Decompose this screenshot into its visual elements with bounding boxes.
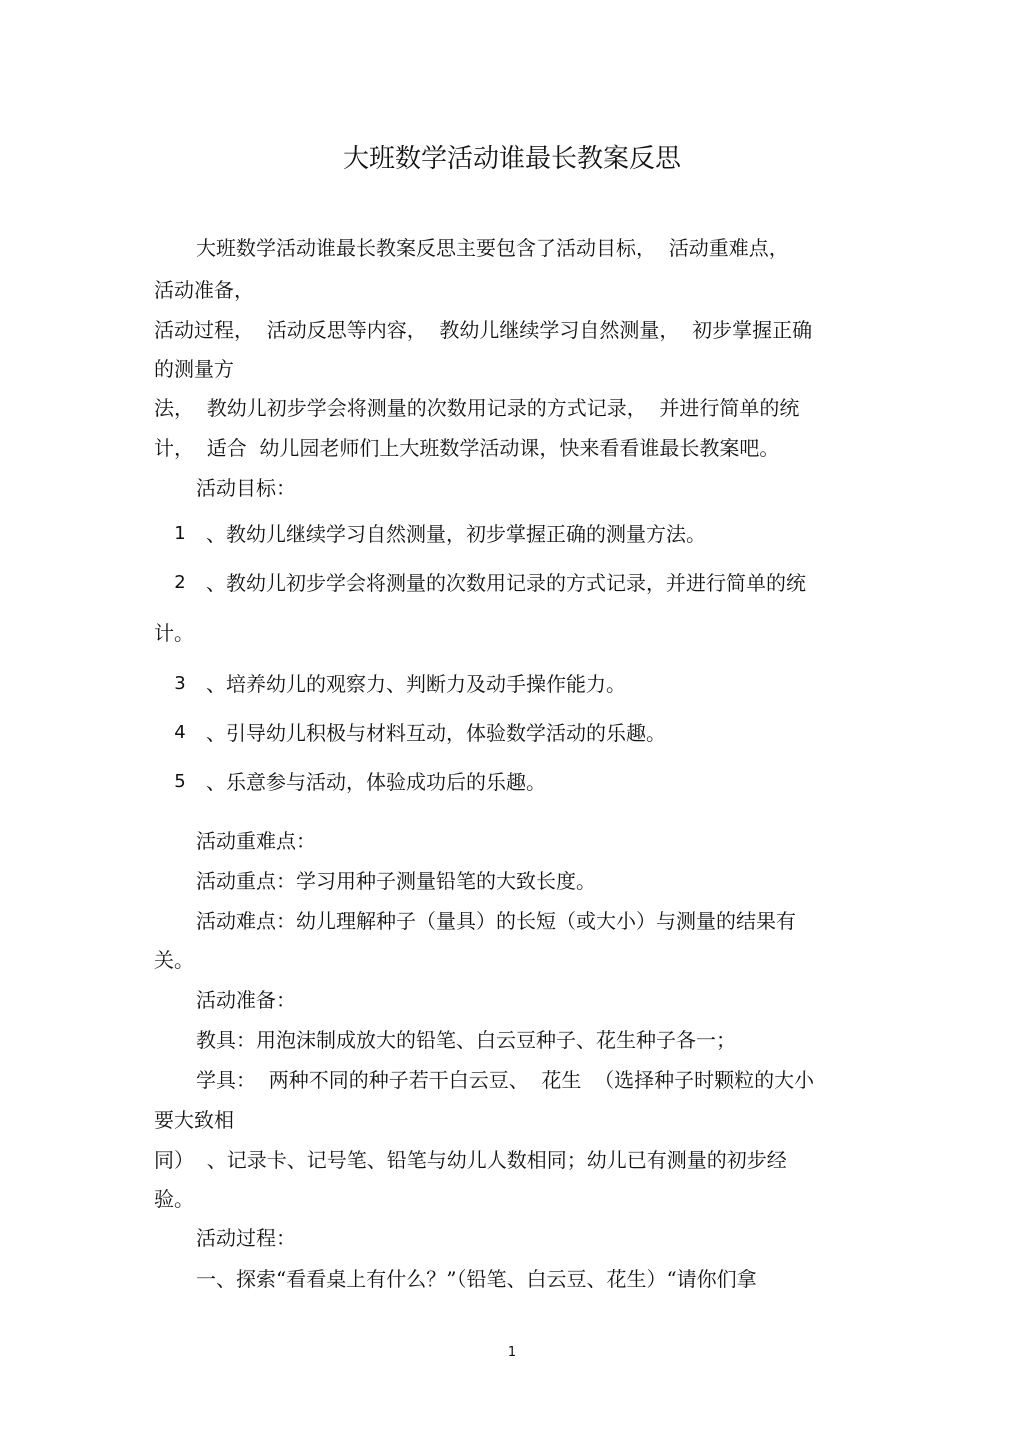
goal-item [0, 519, 1024, 549]
goal-text: 、教幼儿初步学会将测量的次数用记录的方式记录，并进行简单的统 [206, 571, 806, 595]
difficulty-heading: 活动重难点： [196, 829, 316, 853]
key-point: 活动重点：学习用种子测量铅笔的大致长度。 [196, 869, 596, 893]
student-materials: 学具： 两种不同的种子若干白云豆、 花生 （选择种子时颗粒的大小 [196, 1068, 815, 1092]
goals-heading: 活动目标： [196, 476, 296, 500]
preparation-heading: 活动准备： [196, 988, 296, 1012]
goal-item [0, 669, 1024, 699]
page-number: 1 [507, 1345, 517, 1360]
intro-line-6: 计， 适合 幼儿园老师们上大班数学活动课，快来看看谁最长教案吧。 [154, 436, 780, 460]
intro-line-5: 法， 教幼儿初步学会将测量的次数用记录的方式记录， 并进行简单的统 [154, 396, 800, 420]
teacher-materials: 教具：用泡沫制成放大的铅笔、白云豆种子、花生种子各一； [196, 1028, 736, 1052]
goal-number: 5 [174, 771, 186, 792]
goal-number: 4 [174, 722, 186, 743]
process-heading: 活动过程： [196, 1226, 296, 1250]
difficult-point-continued: 关。 [154, 948, 194, 972]
difficult-point: 活动难点：幼儿理解种子（量具）的长短（或大小）与测量的结果有 [196, 909, 796, 933]
process-step-1: 一、探索“看看桌上有什么？”（铅笔、白云豆、花生）“请你们拿 [196, 1267, 757, 1291]
goal-item [0, 767, 1024, 797]
goal-number: 2 [174, 572, 186, 593]
goal-number: 1 [174, 523, 186, 544]
goal-text: 、引导幼儿积极与材料互动，体验数学活动的乐趣。 [206, 721, 666, 745]
intro-line-1: 大班数学活动谁最长教案反思主要包含了活动目标， 活动重难点， [196, 236, 789, 260]
goal-2-continued: 计。 [154, 621, 194, 645]
intro-line-4: 的测量方 [154, 357, 234, 381]
goal-text: 、教幼儿继续学习自然测量，初步掌握正确的测量方法。 [206, 522, 706, 546]
document-title: 大班数学活动谁最长教案反思 [342, 144, 681, 174]
goal-item [0, 568, 1024, 598]
student-materials-cont-2: 同） 、记录卡、记号笔、铅笔与幼儿人数相同；幼儿已有测量的初步经 [154, 1148, 787, 1172]
intro-line-3: 活动过程， 活动反思等内容， 教幼儿继续学习自然测量， 初步掌握正确 [154, 318, 813, 342]
student-materials-cont-3: 验。 [154, 1187, 194, 1211]
goal-text: 、乐意参与活动，体验成功后的乐趣。 [206, 770, 546, 794]
goal-text: 、培养幼儿的观察力、判断力及动手操作能力。 [206, 672, 626, 696]
intro-line-2: 活动准备， [154, 278, 254, 302]
goal-item [0, 718, 1024, 748]
student-materials-cont-1: 要大致相 [154, 1108, 234, 1132]
goal-number: 3 [174, 673, 186, 694]
